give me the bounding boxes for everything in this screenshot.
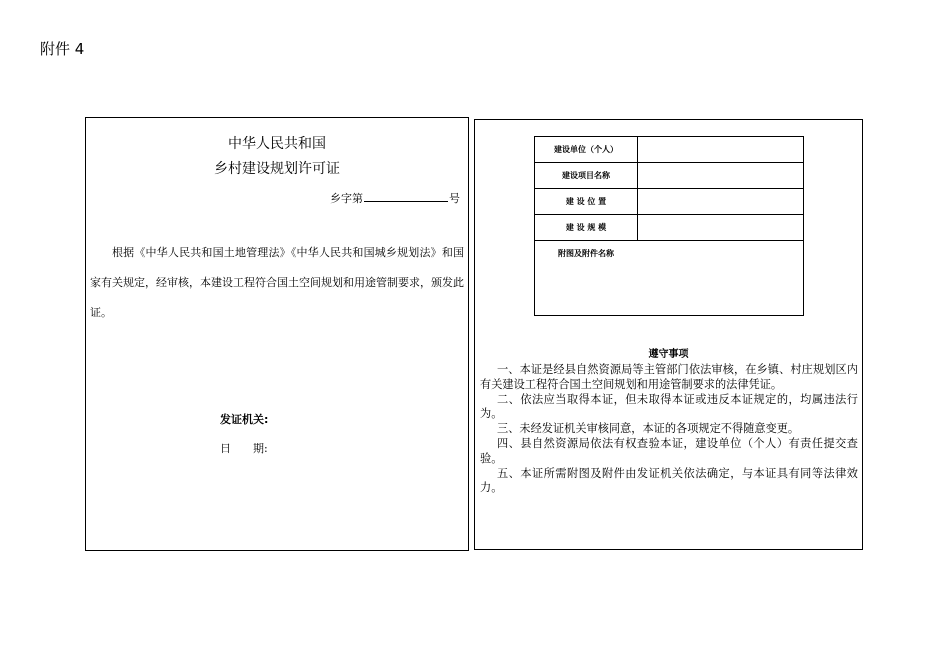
scale-value: [638, 215, 804, 241]
permit-body-text: 根据《中华人民共和国土地管理法》《中华人民共和国城乡规划法》和国家有关规定，经审核，本建设工程符合国土空间规划和用途管制要求，颁发此证。: [90, 246, 464, 319]
list-item: 五、本证所需附图及附件由发证机关依法确定，与本证具有同等法律效力。: [480, 466, 858, 495]
table-row: [535, 189, 804, 215]
project-name-value: [638, 163, 804, 189]
notes-list: [480, 363, 858, 496]
list-item: 一、本证是经县自然资源局等主管部门依法审核，在乡镇、村庄规划区内有关建设工程符合国土空间规划和用途管制要求的法律凭证。: [480, 363, 858, 391]
list-item: 三、未经发证机关审核同意，本证的各项规定不得随意变更。: [497, 422, 800, 436]
permit-number-blank: [364, 191, 448, 202]
attachment-label: 附件 4: [40, 40, 85, 58]
permit-title: 乡村建设规划许可证: [214, 161, 340, 177]
project-name-label: 建设项目名称: [535, 163, 638, 189]
list-item: 四、县自然资源局依法有权查验本证，建设单位（个人）有责任提交查验。: [480, 436, 858, 465]
project-info-table: [534, 136, 804, 316]
construction-unit-value: [638, 137, 804, 163]
table-row: [535, 215, 804, 241]
permit-number-suffix: 号: [449, 192, 460, 205]
scale-label: 建 设 规 模: [535, 215, 638, 241]
date-label: 日 期:: [220, 442, 268, 455]
permit-back-page: [474, 119, 863, 550]
table-row: [535, 163, 804, 189]
permit-number-line: [330, 190, 460, 206]
issuer-label: 发证机关:: [220, 413, 269, 426]
attachments-cell: 附图及附件名称: [535, 241, 804, 316]
permit-title-country: 中华人民共和国: [228, 136, 326, 152]
location-label: 建 设 位 置: [535, 189, 638, 215]
table-row: [535, 137, 804, 163]
permit-number-prefix: 乡字第: [330, 192, 363, 205]
location-value: [638, 189, 804, 215]
table-row: [535, 241, 804, 316]
construction-unit-label: 建设单位（个人）: [535, 137, 638, 163]
permit-front-page: [85, 117, 469, 551]
notes-title: 遵守事项: [648, 349, 689, 360]
list-item: 二、依法应当取得本证，但未取得本证或违反本证规定的，均属违法行为。: [480, 392, 858, 421]
